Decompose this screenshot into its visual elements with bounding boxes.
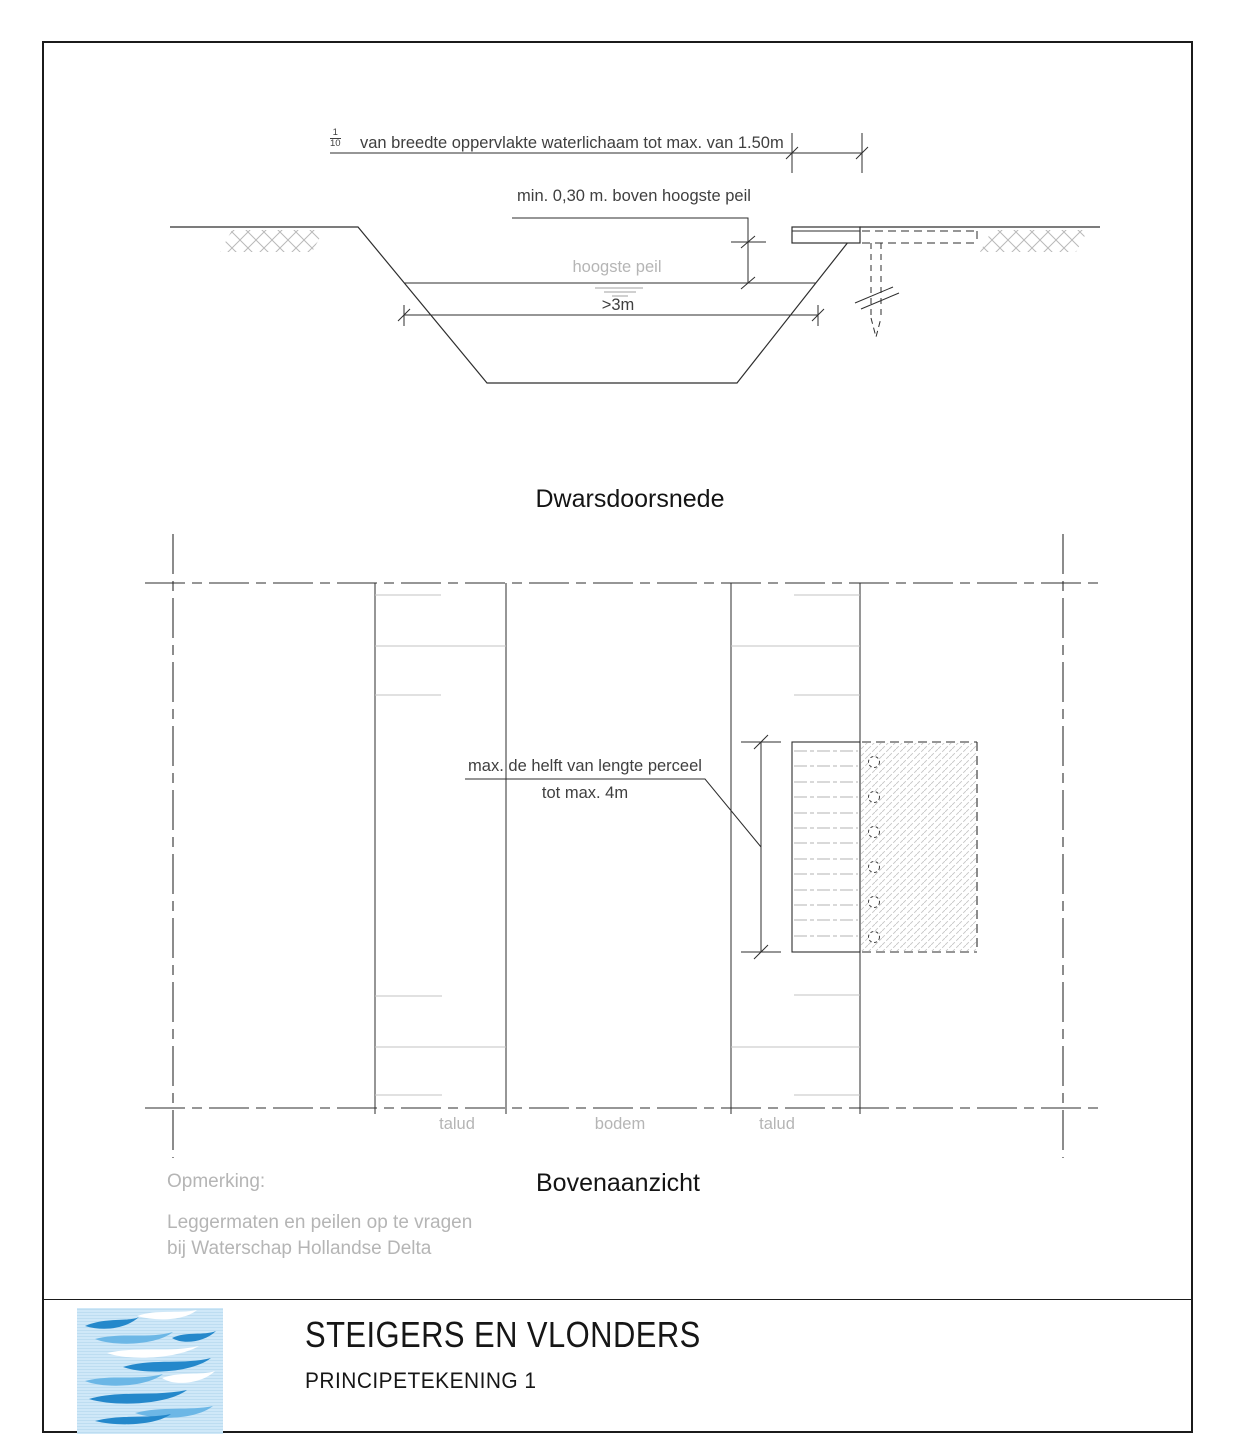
- label-talud-left: talud: [439, 1115, 475, 1133]
- deck-extension-dashed: [862, 231, 977, 243]
- cross-section-title: Dwarsdoorsnede: [535, 485, 725, 513]
- deck-side-view: [792, 227, 860, 243]
- label-talud-right: talud: [759, 1115, 795, 1133]
- fraction-one-tenth: [330, 128, 341, 149]
- remark-heading: Opmerking:: [167, 1171, 266, 1192]
- fraction-denominator: 10: [330, 137, 341, 149]
- top-view-drawing: [145, 534, 1100, 1158]
- bottom-width-label: >3m: [601, 296, 635, 314]
- water-level-label: hoogste peil: [572, 258, 662, 276]
- label-bodem: bodem: [594, 1115, 646, 1133]
- ground-hatch-left: [220, 230, 324, 252]
- slope-hatch-lines: [375, 595, 860, 1095]
- freeboard-note: min. 0,30 m. boven hoogste peil: [517, 187, 751, 205]
- ground-hatch-right: [980, 230, 1088, 252]
- top-view-title: Bovenaanzicht: [535, 1169, 701, 1197]
- fraction-numerator: 1: [330, 128, 341, 139]
- jetty-length-note-line2: tot max. 4m: [541, 784, 629, 802]
- pile-dashed: [855, 243, 899, 337]
- talud-edges: [375, 583, 860, 1114]
- freeboard-dimension: [512, 218, 766, 289]
- water-level-symbol: [595, 288, 643, 296]
- titleblock-subtitle: PRINCIPETEKENING 1: [305, 1368, 537, 1393]
- jetty-land-hatch: [861, 743, 977, 951]
- remark-line1: Leggermaten en peilen op te vragen: [167, 1212, 473, 1233]
- deck-width-note: van breedte oppervlakte waterlichaam tot max. van 1.50m: [360, 134, 784, 152]
- water-waves-logo: [77, 1308, 223, 1434]
- remark-line2: bij Waterschap Hollandse Delta: [167, 1238, 432, 1259]
- jetty-length-note-line1: max. de helft van lengte perceel: [468, 757, 702, 775]
- titleblock-title: STEIGERS EN VLONDERS: [305, 1314, 701, 1355]
